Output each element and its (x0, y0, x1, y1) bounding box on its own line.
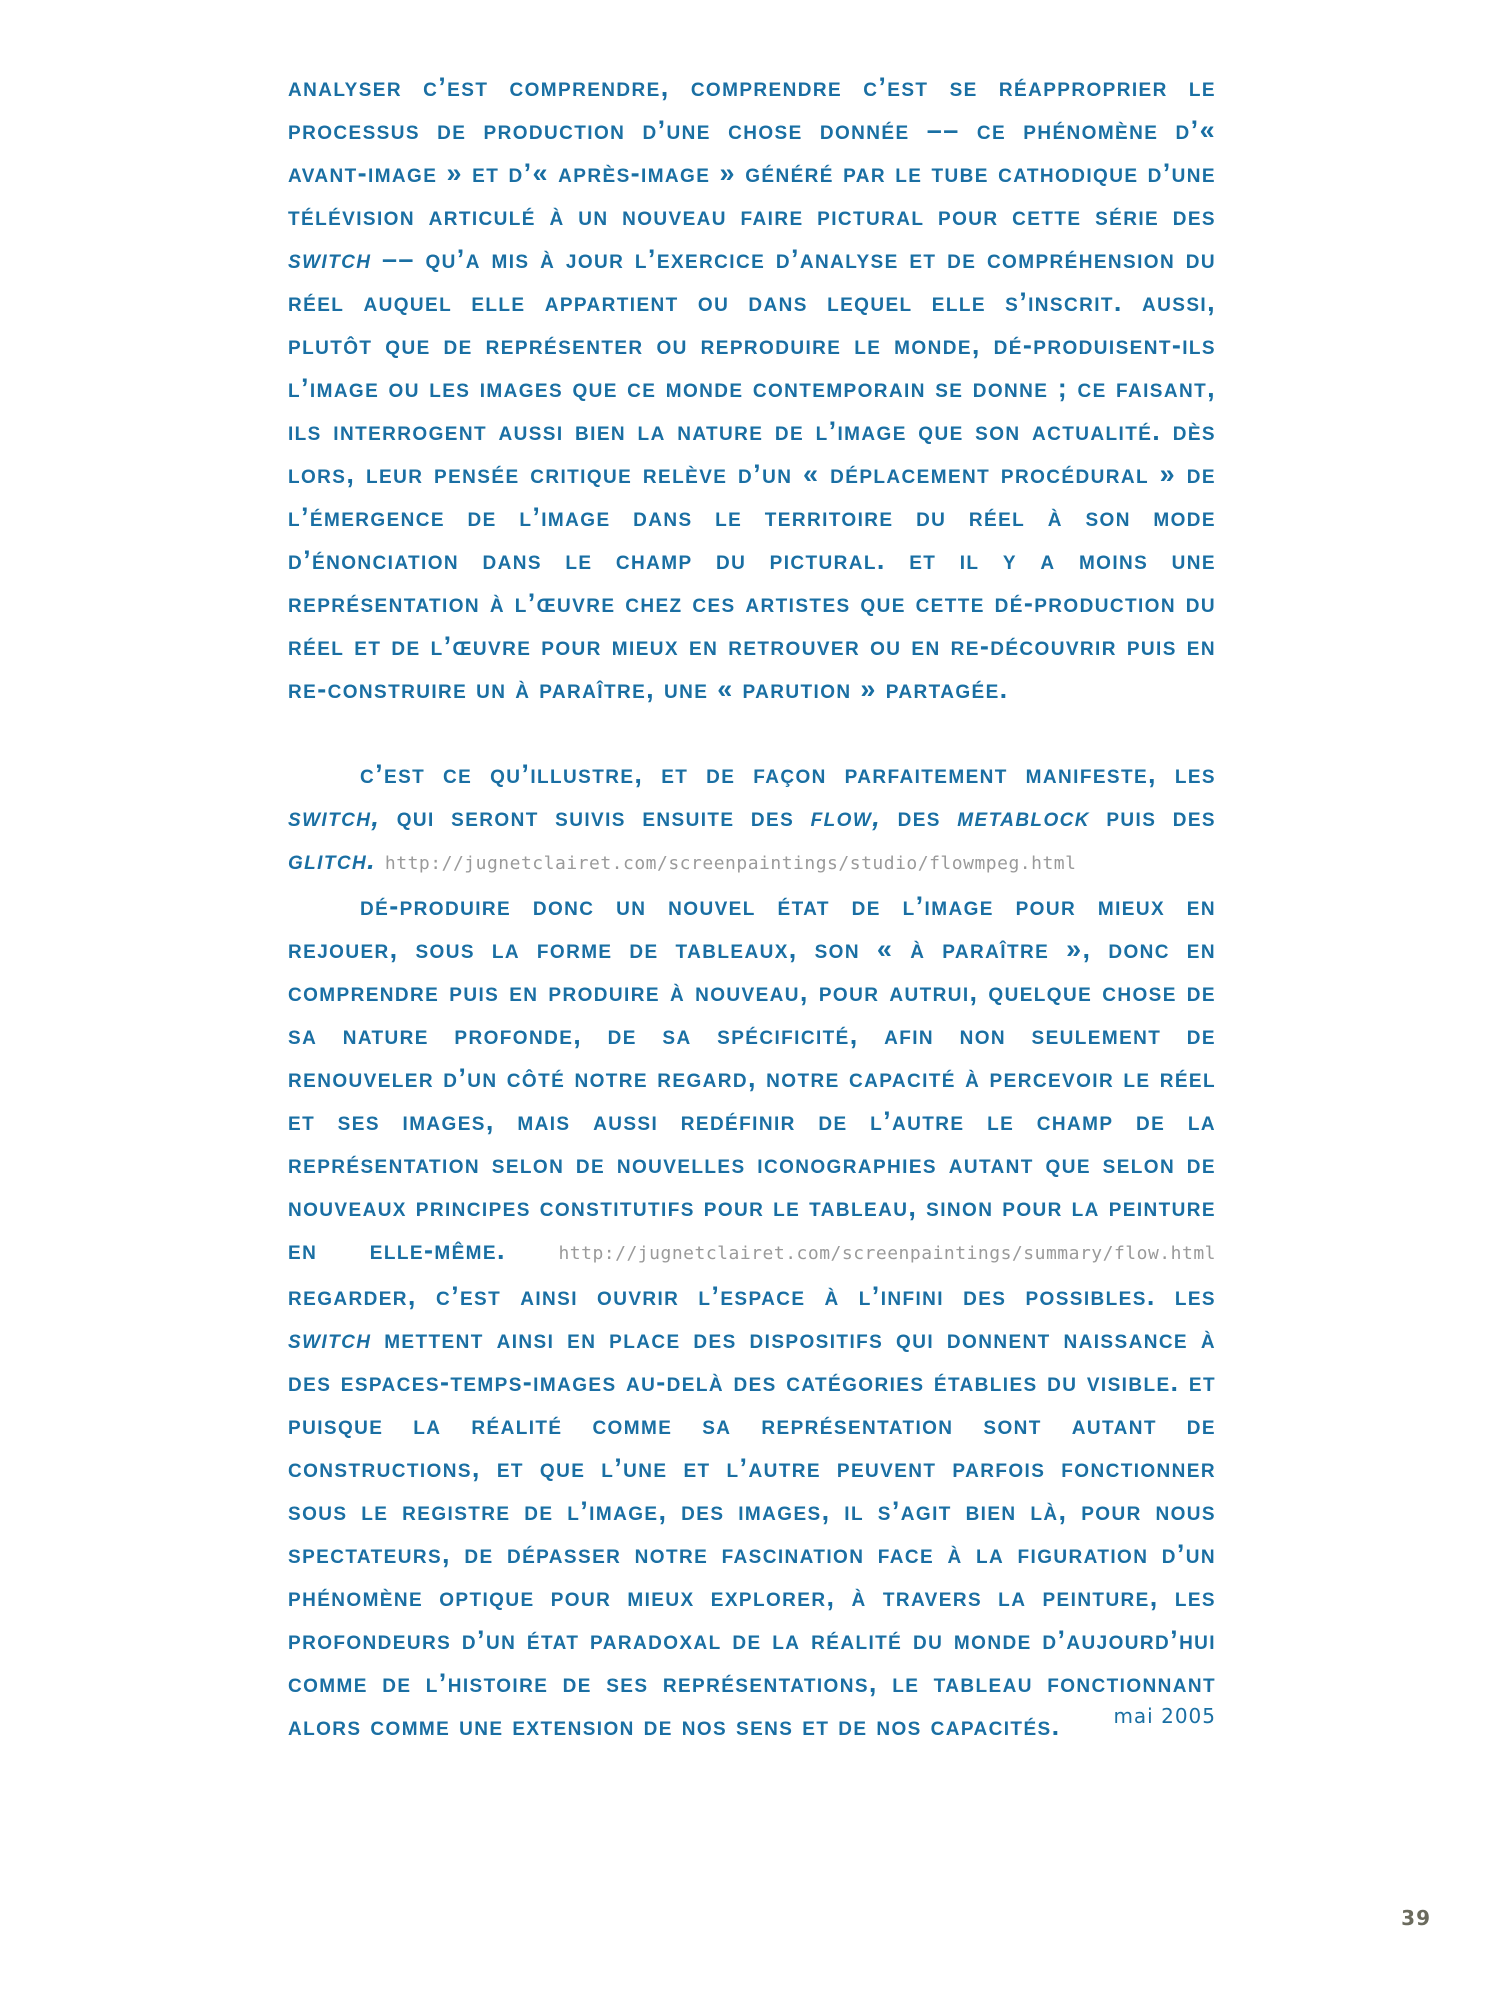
text-run: regarder, c’est ainsi ouvrir l’espace à l’infini des possibles. les (288, 1281, 1216, 1311)
text-run: dé-produire donc un nouvel état de l’image pour mieux en rejouer, sous la forme de tableaux, son « à paraître », donc en comprendre puis en produire à nouveau, pour autrui, quelque chose de sa nature profonde, de sa spécificité, afin non seulement de renouveler d’un côté notre regard, notre capacité à percevoir le réel et ses images, mais aussi redéfinir de l’autre le champ de la représentation selon de nouvelles iconographies autant que selon de nouveaux principes constitutifs pour le tableau, sinon pour la peinture en elle-même. (288, 891, 1216, 1265)
text-run: analyser c’est comprendre, comprendre c’est se réapproprier le processus de production d’une chose donnée –– ce phénomène d’« avant-image » et d’« après-image » généré par le tube cathodique d’une télévision articulé à un nouveau faire pictural pour cette série des (288, 72, 1216, 231)
url-link[interactable]: http://jugnetclairet.com/screenpaintings/summary/flow.html (558, 1243, 1216, 1264)
paragraph (288, 753, 1216, 885)
text-run: –– qu’a mis à jour l’exercice d’analyse et de compréhension du réel auquel elle appartient ou dans lequel elle s’inscrit. aussi, plutôt que de représenter ou reproduire le monde, dé-produisent-ils l’image ou les images que ce monde contemporain se donne ; ce faisant, ils interrogent aussi bien la nature de l’image que son actualité. dès lors, leur pensée critique relève d’un « déplacement procédural » de l’émergence de l’image dans le territoire du réel à son mode d’énonciation dans le champ du pictural. et il y a moins une représentation à l’œuvre chez ces artistes que cette dé-production du réel et de l’œuvre pour mieux en retrouver ou en re-découvrir puis en re-construire un à paraître, une « parution » partagée. (288, 244, 1216, 704)
text-run: mettent ainsi en place des dispositifs qui donnent naissance à des espaces-temps-images au-delà des catégories établies du visible. et puisque la réalité comme sa représentation sont autant de constructions, et que l’une et l’autre peuvent parfois fonctionner sous le registre de l’image, des images, il s’agit bien là, pour nous spectateurs, de dépasser notre fascination face à la figuration d’un phénomène optique pour mieux explorer, à travers la peinture, les profondeurs d’un état paradoxal de la réalité du monde d’aujourd’hui comme de l’histoire de ses représentations, le tableau fonctionnant alors comme une extension de nos sens et de nos capacités. (288, 1324, 1216, 1741)
text-run: puis des (1089, 802, 1217, 832)
italic-title: glitch. (288, 845, 377, 875)
italic-title: flow, (810, 802, 882, 832)
text-run (376, 845, 385, 875)
italic-title: switch (288, 1324, 372, 1354)
text-run: c’est ce qu’illustre, et de façon parfaitement manifeste, les (360, 759, 1216, 789)
page-number: 39 (1401, 1906, 1431, 1930)
url-link[interactable]: http://jugnetclairet.com/screenpaintings/studio/flowmpeg.html (384, 853, 1077, 874)
paragraph (288, 885, 1216, 1748)
text-run: qui seront suivis ensuite des (380, 802, 811, 832)
paragraph (288, 66, 1216, 711)
article-body (288, 66, 1216, 1748)
italic-title: switch, (288, 802, 381, 832)
italic-title: metablock (957, 802, 1090, 832)
text-run: des (881, 802, 958, 832)
date-signature: mai 2005 (1113, 1704, 1216, 1728)
italic-title: switch (288, 244, 372, 274)
